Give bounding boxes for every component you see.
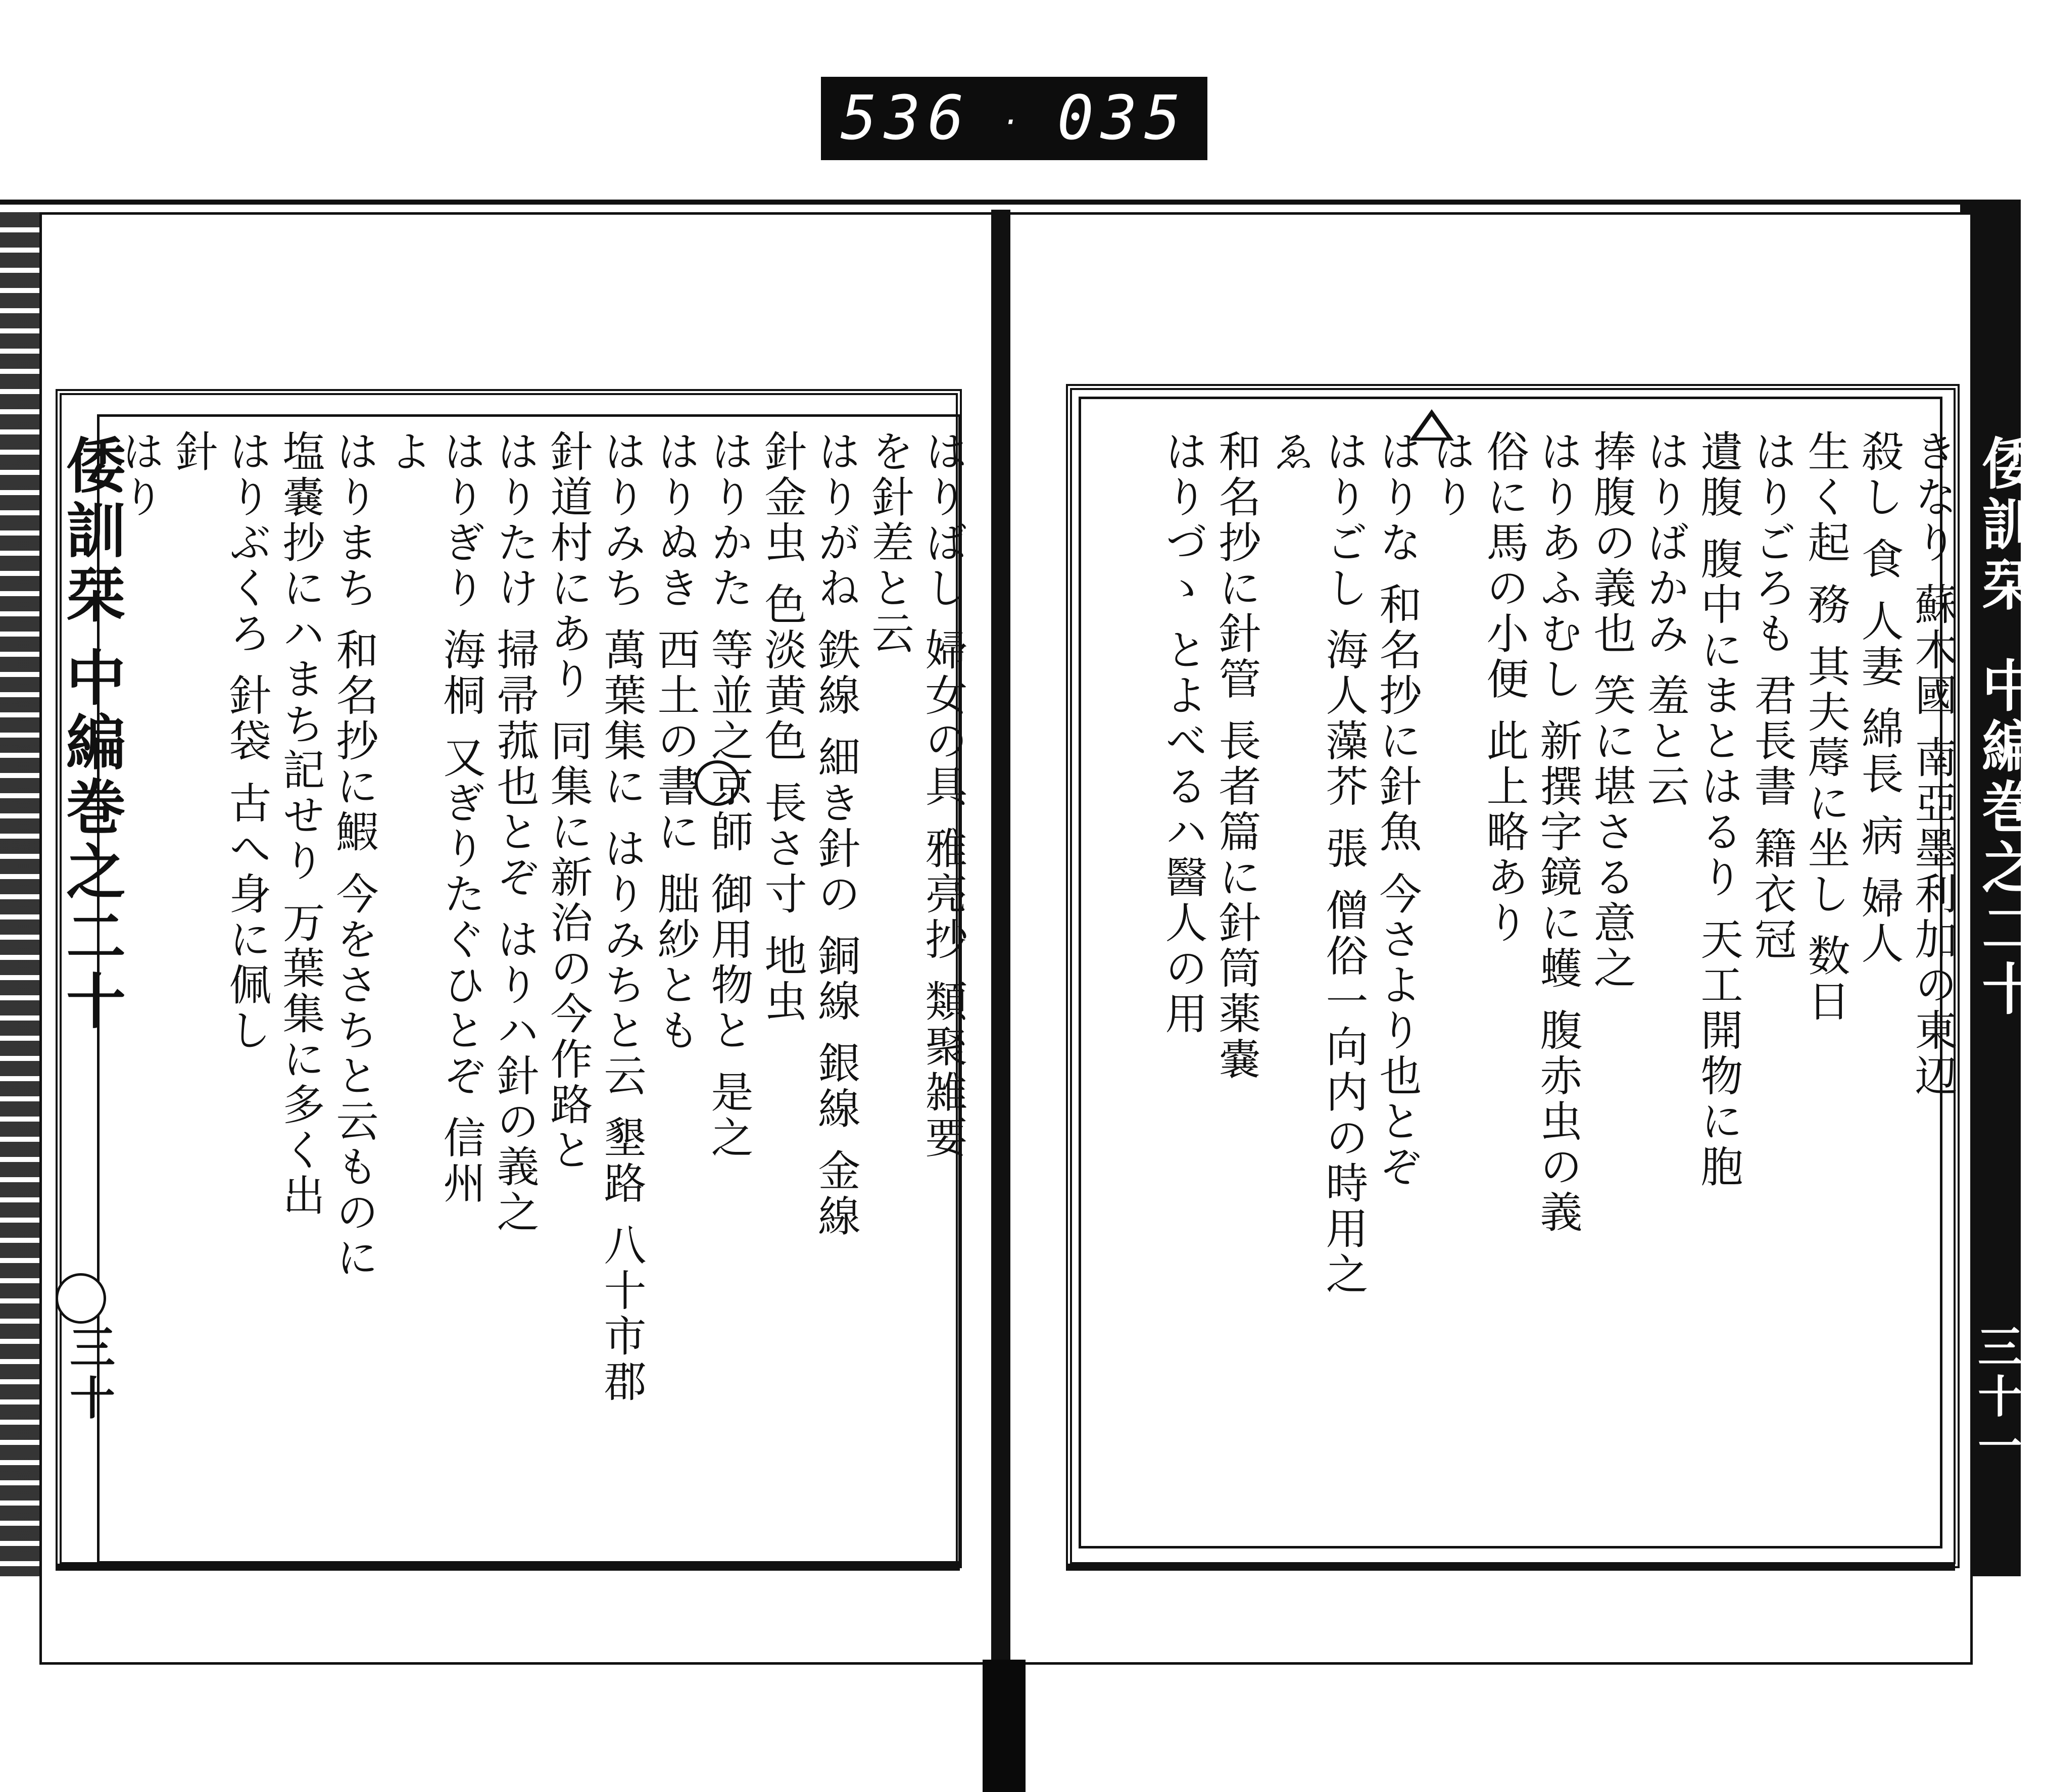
text-column: はりがね 鉄線 細き針の 銅線 銀線 金線 bbox=[811, 429, 861, 1240]
text-column: 殺し 食 人妻 綿長 病 婦人 bbox=[1855, 429, 1904, 967]
text-column: 俗に馬の小便 此上略あり bbox=[1480, 429, 1529, 946]
text-column: はりばし 婦女の具 雅亮抄 類聚雑要 bbox=[918, 429, 968, 1161]
right-header-folio: 三十一 bbox=[1971, 1324, 2023, 1472]
text-column: はりづゝ とよべるハ醫人の用 bbox=[1158, 429, 1208, 1037]
left-header-folio: 三十 bbox=[62, 1324, 115, 1425]
text-column: 和名抄に針管 長者篇に針筒薬嚢 bbox=[1212, 429, 1261, 1083]
label-left-number: 536 bbox=[840, 83, 971, 154]
circle-entry-mark bbox=[695, 760, 740, 806]
text-column: はりごろも 君長書 籍衣冠 bbox=[1747, 429, 1797, 963]
accession-label: 536 · 035 bbox=[821, 77, 1207, 160]
text-column: 生く起 務 其夫蓐に坐し 数日 bbox=[1801, 429, 1851, 1025]
label-right-number: 035 bbox=[1057, 83, 1188, 154]
left-edge-bleed bbox=[0, 212, 40, 1576]
text-column: を針差と云 bbox=[865, 429, 914, 657]
text-column: 針 bbox=[169, 429, 218, 475]
text-column: はり bbox=[1426, 429, 1476, 520]
text-column: はりみち 萬葉集に はりみちと云 墾路 八十市郡 bbox=[597, 429, 647, 1405]
text-column: 塩嚢抄にハまち記せり 万葉集に多く出 bbox=[276, 429, 325, 1219]
left-foot-rule bbox=[56, 1564, 960, 1571]
text-column: はりぶくろ 針袋 古へ身に佩し bbox=[222, 429, 272, 1054]
text-column: はりかた 等並之京師 御用物と 是之 bbox=[704, 429, 754, 1161]
text-column: 針道村にあり 同集に新治の今作路と bbox=[544, 429, 593, 1174]
right-header-title: 倭訓栞 bbox=[1973, 434, 2038, 616]
left-folio-circle bbox=[56, 1273, 106, 1324]
triangle-entry-mark bbox=[1409, 409, 1454, 441]
text-column: はりぬき 西土の書に 朏紗とも bbox=[651, 429, 700, 1054]
text-column: はりまち 和名抄に鰕 今をさちと云ものに bbox=[329, 429, 379, 1281]
left-header-title: 倭訓栞 bbox=[56, 434, 126, 628]
right-header-volume: 中編巻之二十 bbox=[1973, 657, 2038, 1021]
text-column: はりたけ 掃帚菰也とぞ はりハ針の義之 bbox=[490, 429, 540, 1236]
text-column: はり bbox=[115, 429, 165, 520]
text-column: はりごし 海人藻芥 張 僧俗一向内の時用之 bbox=[1319, 429, 1369, 1298]
text-column: 捧腹の義也 笑に堪さる意之 bbox=[1587, 429, 1636, 992]
text-column: はりな 和名抄に針魚 今さより也とぞ bbox=[1373, 429, 1422, 1190]
text-column: よ bbox=[383, 429, 432, 475]
text-column: はりばかみ 羞と云 bbox=[1640, 429, 1690, 810]
left-header-volume: 中編巻之二十 bbox=[56, 647, 126, 1035]
text-column: はりぎり 海桐 又ぎりたぐひとぞ 信州 bbox=[436, 429, 486, 1207]
text-column: 遺腹 腹中にまとはるり 天工開物に胞 bbox=[1694, 429, 1743, 1190]
text-column: はりあふむし 新撰字鏡に蠖 腹赤虫の義 bbox=[1533, 429, 1583, 1236]
book-spine bbox=[991, 210, 1010, 1685]
text-column: ゑ bbox=[1265, 429, 1315, 475]
right-foot-rule bbox=[1066, 1564, 1955, 1571]
text-column: 針金虫 色淡黄色 長さ寸 地虫 bbox=[758, 429, 807, 1025]
spine-foot bbox=[983, 1660, 1026, 1792]
text-column: きなり 蘇木國 南亞墨利加の東辺 bbox=[1908, 429, 1958, 1099]
